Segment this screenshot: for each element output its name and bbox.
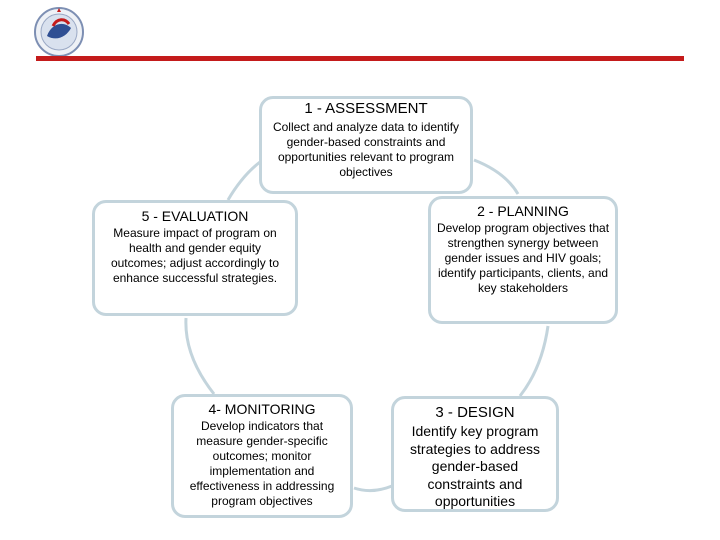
assessment-description: Collect and analyze data to identify gender-based constraints and opportunities relevant to program objectives — [272, 120, 460, 179]
evaluation-description: Measure impact of program on health and gender equity outcomes; adjust accordingly to enhance successful strategies. — [110, 226, 280, 285]
arrow-assessment-to-planning — [474, 160, 518, 194]
planning-step-box — [428, 196, 618, 324]
planning-description: Develop program objectives that strengthen synergy between gender issues and HIV goals; identify participants, clients, and key stakeholders — [436, 221, 610, 295]
assessment-step-box — [259, 96, 473, 194]
arrow-monitoring-to-evaluation — [186, 318, 214, 394]
monitoring-description: Develop indicators that measure gender-specific outcomes; monitor implementation and effectiveness in addressing program objectives — [189, 419, 335, 508]
arrow-planning-to-design — [520, 326, 548, 396]
evaluation-title: 5 - EVALUATION — [141, 208, 249, 224]
arrow-evaluation-to-assessment — [228, 162, 260, 200]
design-title: 3 - DESIGN — [435, 404, 515, 421]
assessment-title: 1 - ASSESSMENT — [304, 100, 428, 117]
design-description: Identify key program strategies to address gender-based constraints and opportunities — [410, 423, 540, 509]
design-step-box — [391, 396, 559, 512]
evaluation-step-box — [92, 200, 298, 316]
monitoring-step-box — [171, 394, 353, 518]
planning-title: 2 - PLANNING — [477, 203, 569, 219]
arrow-design-to-monitoring — [354, 486, 392, 491]
monitoring-title: 4- MONITORING — [208, 401, 316, 417]
